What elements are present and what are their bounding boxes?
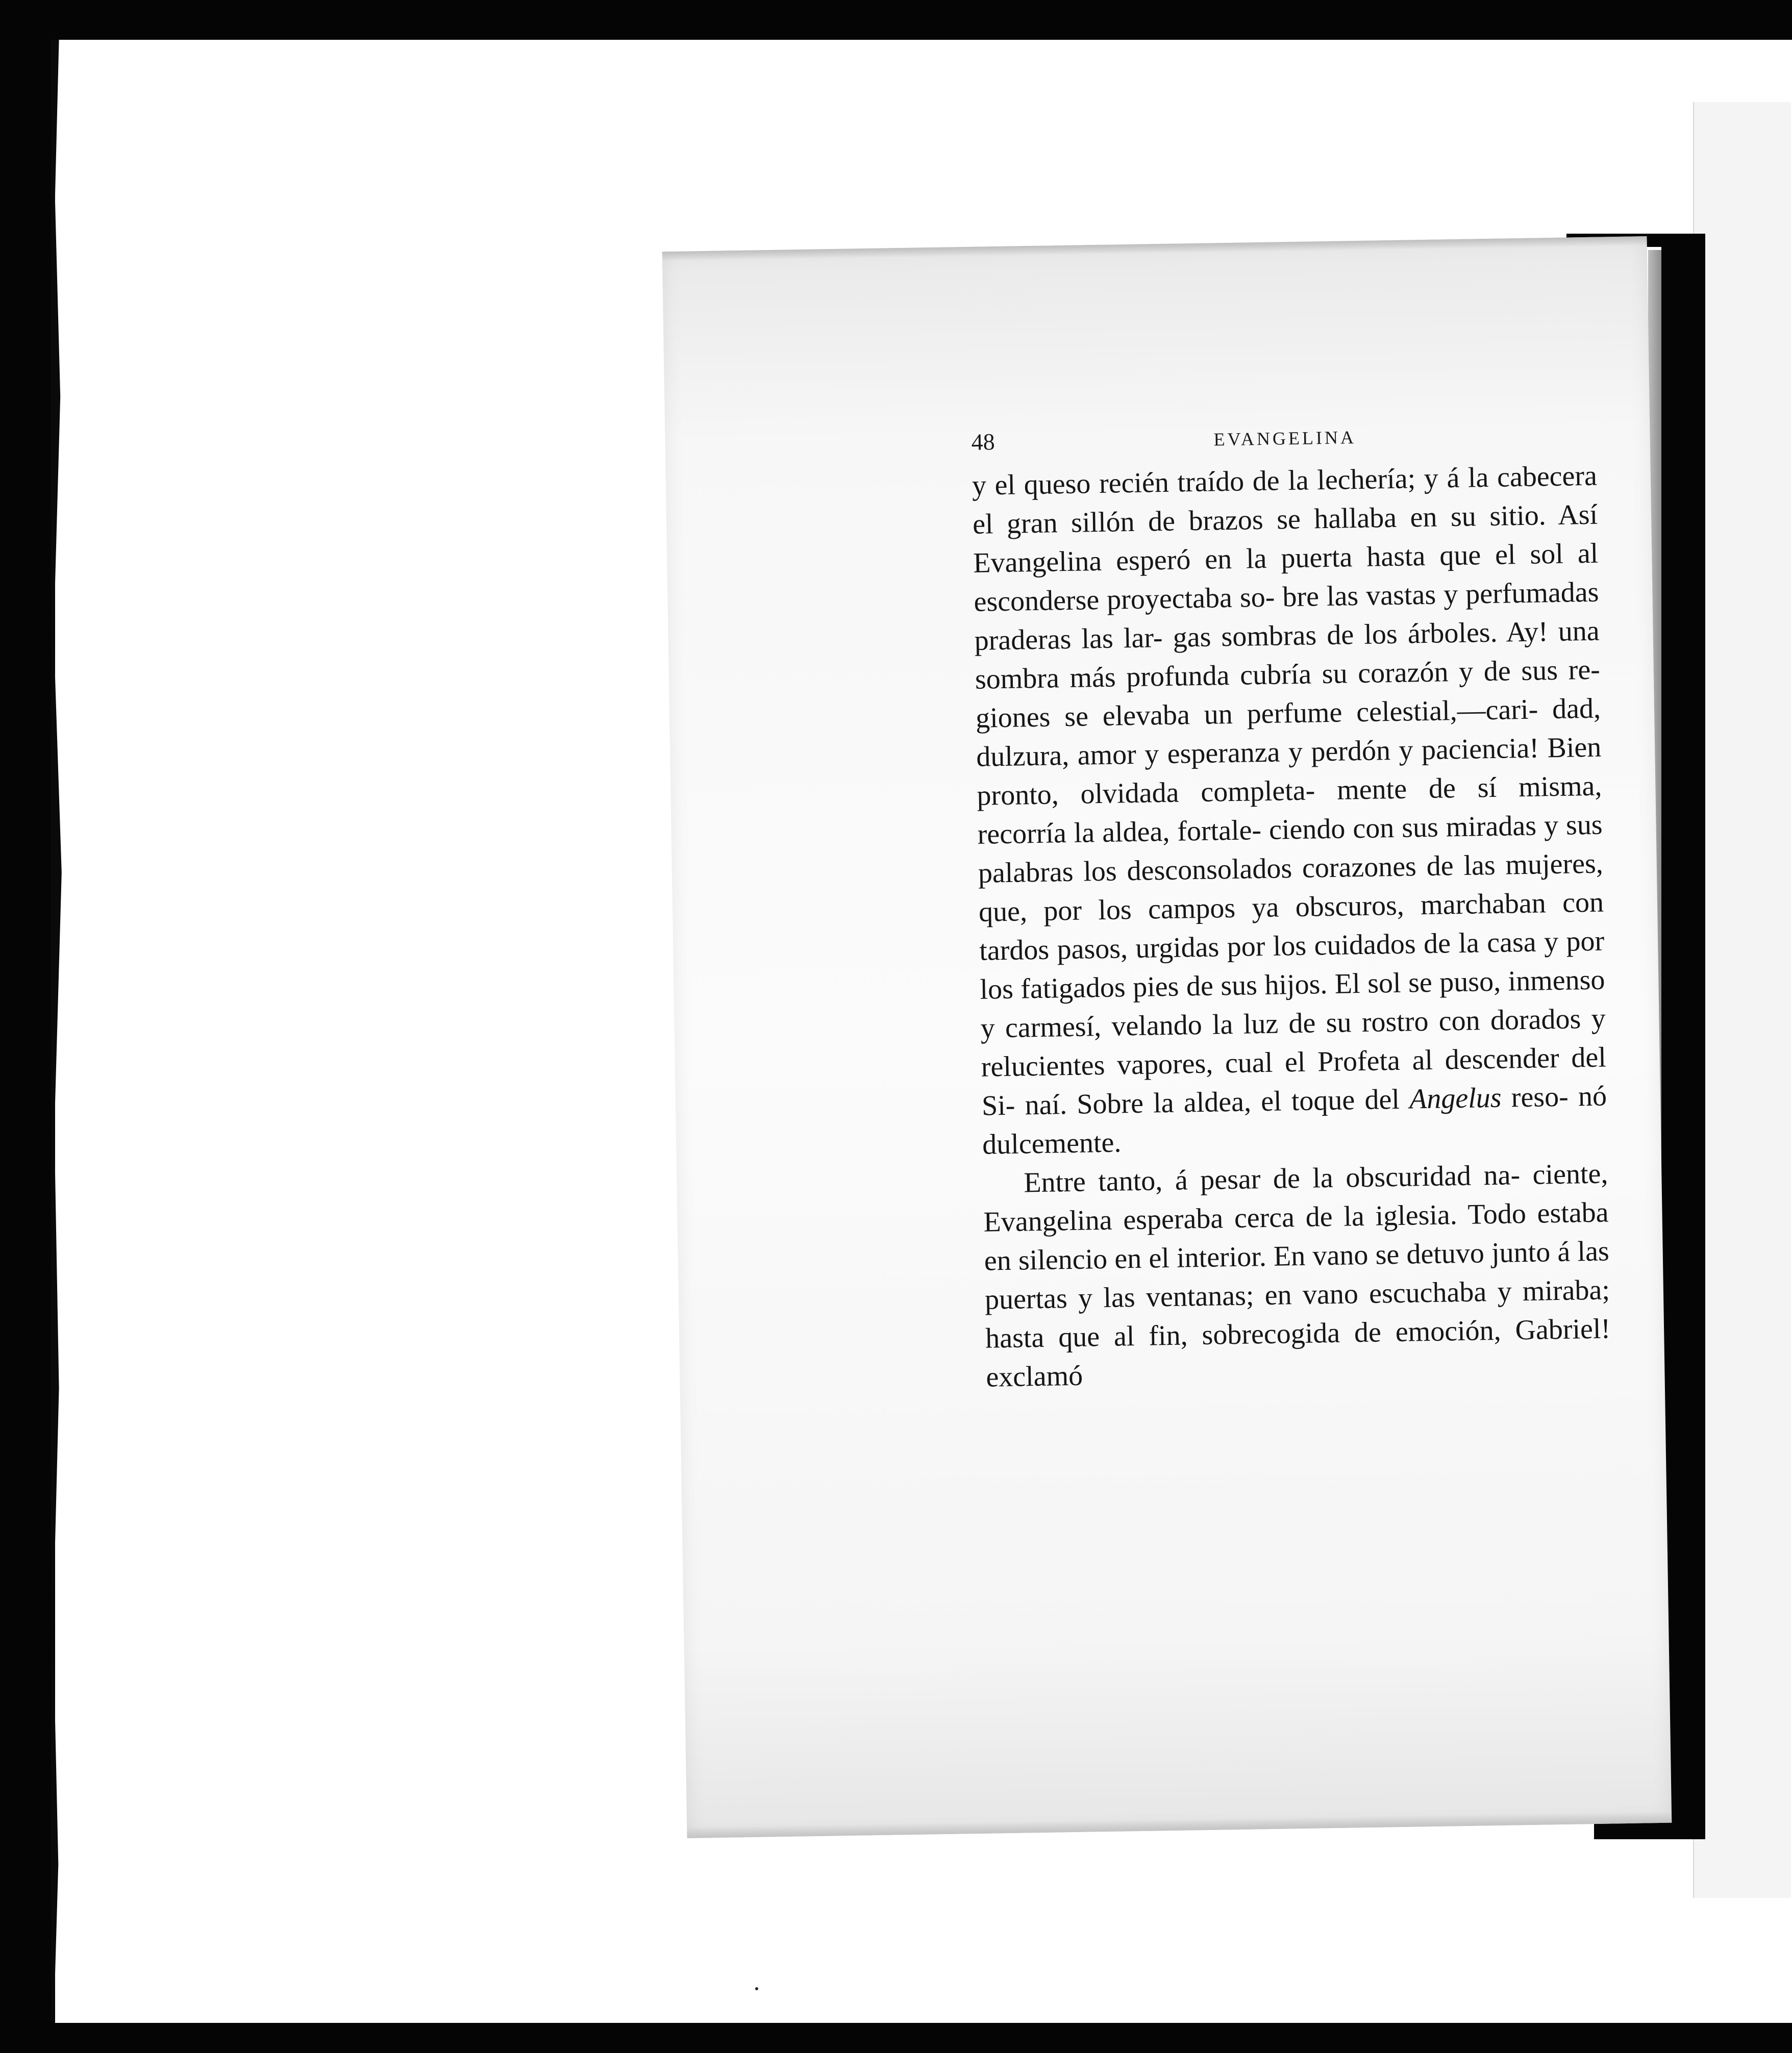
text-line: naí. Sobre la aldea, el toque del Angelus reso- — [1025, 1081, 1569, 1121]
text-line: tardos pasos, urgidas por los cuidados de — [979, 928, 1451, 967]
text-line: luz de su rostro con dorados y relucientes — [981, 1003, 1606, 1083]
adjacent-page-strip — [1693, 102, 1791, 1898]
text-line: y el queso recién traído de la lechería; y á la — [972, 461, 1489, 502]
scan-border-top — [0, 0, 1792, 40]
text-line: nó dulcemente. — [982, 1080, 1607, 1161]
text-line: ciendo con sus miradas y sus palabras los — [978, 809, 1603, 889]
text-line: Entre tanto, á pesar de la obscuridad na- — [1023, 1159, 1521, 1199]
text-line: vano escuchaba y miraba; hasta que al fin, — [985, 1274, 1610, 1355]
text-line: Todo estaba en silencio en el interior. En vano — [984, 1196, 1609, 1277]
page-number: 48 — [971, 429, 995, 455]
scan-border-left-torn-edge — [51, 40, 64, 2023]
text-line: su sitio. Así Evangelina esperó en la puerta — [973, 498, 1598, 579]
dust-speck — [755, 1987, 758, 1990]
text-line: mente de sí misma, recorría la aldea, fortale- — [977, 770, 1602, 850]
text-line: cabecera el gran sillón de brazos se hallaba en — [972, 460, 1598, 540]
page-edge-top — [662, 236, 1647, 261]
body-text — [972, 457, 1611, 1397]
text-line: El sol se puso, inmenso y carmesí, velando la — [980, 964, 1605, 1044]
text-line: más profunda cubría su corazón y de sus re- — [1069, 654, 1601, 694]
page-header — [971, 420, 1502, 459]
scan-border-bottom — [0, 2023, 1792, 2053]
text-line: hasta que el sol al esconderse proyectaba so- — [974, 537, 1599, 618]
page-edge-bottom — [687, 1812, 1672, 1838]
paragraph — [972, 457, 1607, 1164]
text-line: giones se elevaba un perfume celestial,—cari- — [975, 693, 1538, 734]
text-line: se detuvo junto á las puertas y las ventanas; en — [984, 1235, 1610, 1316]
text-line: la casa y por los fatigados pies de sus hijos. — [980, 925, 1605, 1006]
text-line: ciente, Evangelina esperaba cerca de la iglesia. — [983, 1158, 1608, 1238]
text-line: sobrecogida de emoción, Gabriel! exclamó — [985, 1313, 1611, 1393]
text-line: paciencia! Bien pronto, olvidada completa- — [977, 731, 1602, 812]
text-line: desconsolados corazones de las mujeres, que, — [978, 847, 1604, 928]
text-line: vapores, cual el Profeta al descender del Si- — [981, 1041, 1607, 1122]
text-line: gas sombras de los árboles. Ay! una sombra — [975, 615, 1600, 695]
text-line: dad, dulzura, amor y esperanza y perdón y — [976, 692, 1601, 773]
paragraph — [983, 1154, 1611, 1396]
text-line: bre las vastas y perfumadas praderas las lar- — [974, 576, 1599, 657]
scan-border-left — [0, 0, 55, 2053]
text-line: por los campos ya obscuros, marchaban con — [1043, 886, 1604, 927]
italic-word: Angelus — [1409, 1082, 1502, 1115]
running-head: EVANGELINA — [1213, 427, 1357, 450]
scanned-page — [662, 236, 1672, 1838]
